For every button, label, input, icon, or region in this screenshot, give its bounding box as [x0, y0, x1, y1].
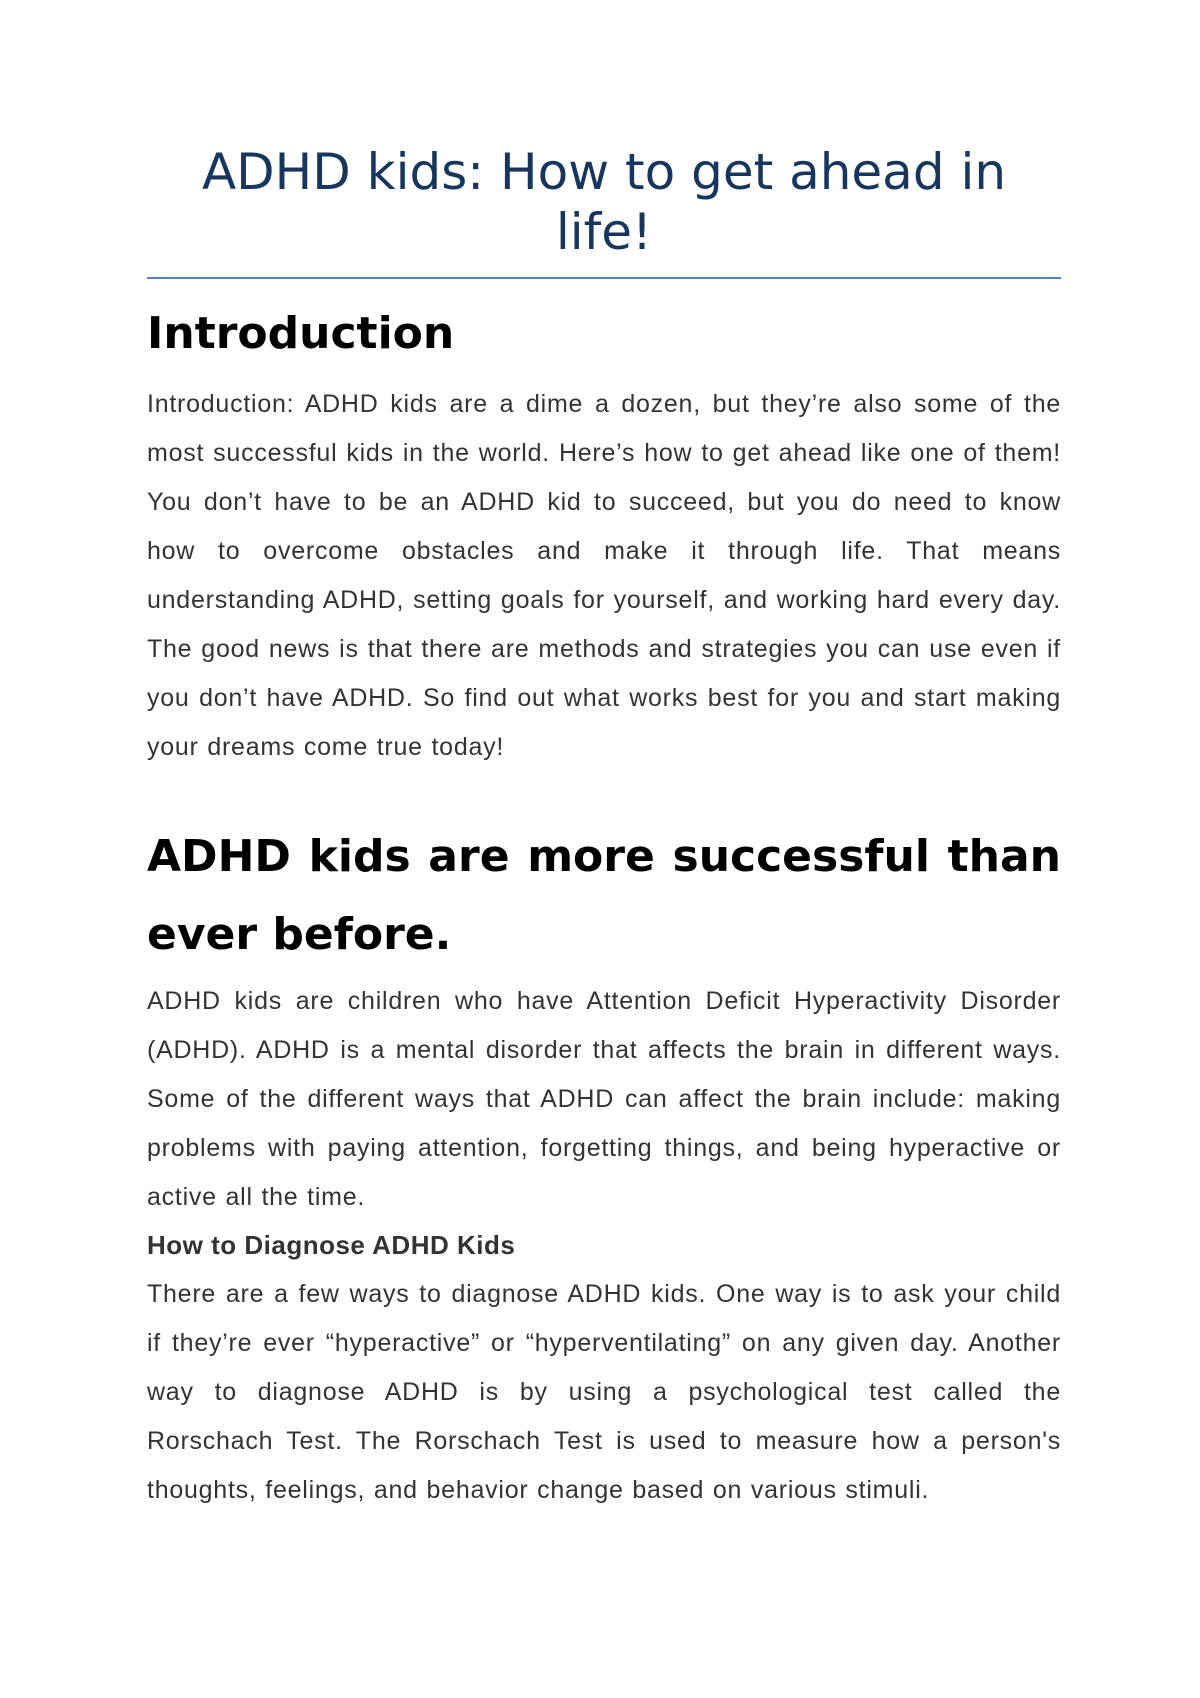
- title-underline: [147, 277, 1061, 279]
- subsection-heading-diagnose: How to Diagnose ADHD Kids: [147, 1230, 516, 1260]
- subsection-paragraph-diagnose: There are a few ways to diagnose ADHD kids. One way is to ask your child if they’re ever “hyperactive” or “hyperventilating” on any given day. Another way to diagnose ADHD is by using a psychological test called the Rorschach Test. The Rorschach Test is used to measure how a person's thoughts, feelings, and behavior change based on various stimuli.: [147, 1280, 1061, 1504]
- section-paragraph-success: ADHD kids are children who have Attention Deficit Hyperactivity Disorder (ADHD). ADHD is a mental disorder that affects the brain in different ways. Some of the different ways that ADHD can affect the brain include: making problems with paying attention, forgetting things, and being hyperactive or active all the time.: [147, 987, 1061, 1211]
- section-paragraph-introduction: Introduction: ADHD kids are a dime a dozen, but they’re also some of the most successful kids in the world. Here’s how to get ahead like one of them! You don’t have to be an ADHD kid to succeed, but you do need to know how to overcome obstacles and make it through life. That means understanding ADHD, setting goals for yourself, and working hard every day. The good news is that there are methods and strategies you can use even if you don’t have ADHD. So find out what works best for you and start making your dreams come true today!: [147, 390, 1061, 761]
- section-heading-success: ADHD kids are more successful than ever before.: [147, 831, 1061, 960]
- section-heading-introduction: Introduction: [147, 308, 455, 359]
- document-title: ADHD kids: How to get ahead in life!: [201, 143, 1007, 261]
